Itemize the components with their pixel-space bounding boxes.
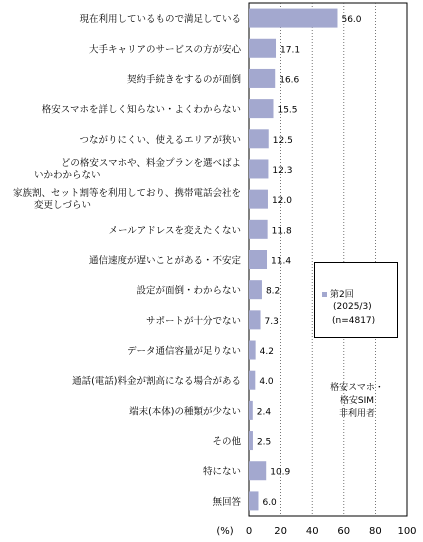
- x-tick-label: 80: [369, 526, 382, 537]
- bar: [249, 250, 267, 269]
- bar-value-label: 12.0: [271, 196, 293, 207]
- bar-value-label: 17.1: [280, 45, 301, 56]
- bar-value-label: 2.4: [256, 407, 272, 418]
- bar: [249, 431, 253, 450]
- bar: [249, 280, 262, 299]
- bar-value-label: 11.4: [271, 256, 292, 267]
- bar-value-label: 11.8: [271, 226, 292, 237]
- legend-series-round: 第2回: [330, 290, 354, 300]
- bar: [249, 190, 268, 209]
- bar-value-label: 12.5: [272, 135, 293, 146]
- bar-value-label: 16.6: [279, 75, 300, 86]
- bar-value-label: 6.0: [262, 497, 277, 508]
- note-line: 非利用者: [338, 409, 375, 419]
- category-label: 設定が面倒・わからない: [136, 285, 241, 297]
- bar: [249, 491, 258, 510]
- bar: [249, 310, 261, 329]
- bar: [249, 371, 255, 390]
- bar: [249, 341, 256, 360]
- category-label: どの格安スマホや、料金プランを選べばよいかわからない: [34, 157, 241, 181]
- note-line: 格安スマホ・: [330, 383, 384, 393]
- category-label: サポートが十分でない: [145, 315, 241, 327]
- bar: [249, 39, 276, 58]
- category-label: 通話(電話)料金が割高になる場合がある: [72, 376, 241, 388]
- legend: [314, 262, 398, 338]
- bar-value-label: 56.0: [341, 15, 362, 26]
- bar: [249, 99, 273, 118]
- x-tick-label: 40: [305, 526, 319, 537]
- category-label: 現在利用しているもので満足している: [79, 14, 241, 26]
- bar: [249, 461, 266, 480]
- x-tick-label: 0: [245, 526, 253, 537]
- x-tick-label: 60: [337, 526, 351, 537]
- bar-value-label: 12.3: [272, 165, 293, 176]
- category-label: 特にない: [202, 466, 241, 478]
- category-label: 家族割、セット割等を利用しており、携帯電話会社を変更しづらい: [12, 188, 241, 212]
- bar-value-label: 2.5: [256, 437, 272, 448]
- x-tick-label: 20: [274, 526, 287, 537]
- bar: [249, 129, 269, 148]
- bar: [249, 69, 275, 88]
- bar-value-label: 4.2: [259, 347, 274, 358]
- note-line: 格安SIM: [339, 396, 375, 406]
- bar: [249, 220, 268, 239]
- legend-series-date: (2025/3): [333, 302, 372, 312]
- bar: [249, 9, 337, 28]
- x-axis-label: (%): [216, 526, 234, 537]
- category-label: メールアドレスを変えたくない: [108, 225, 241, 237]
- bar: [249, 401, 253, 420]
- x-tick-label: 100: [397, 526, 417, 537]
- bar-value-label: 4.0: [259, 377, 274, 388]
- category-label: データ通信容量が足りない: [126, 346, 241, 358]
- category-label: その他: [212, 436, 241, 448]
- respondent-note: [315, 382, 399, 421]
- category-label: 無回答: [212, 496, 241, 508]
- bar-value-label: 10.9: [270, 467, 291, 478]
- category-label: つながりにくい、使えるエリアが狭い: [79, 134, 241, 146]
- legend-series-sample-size: (n=4817): [332, 316, 376, 326]
- bar-value-label: 7.3: [264, 316, 279, 327]
- bar-value-label: 8.2: [265, 286, 281, 297]
- category-label: 格安スマホを詳しく知らない・よくわからない: [41, 104, 241, 116]
- legend-swatch: [322, 292, 327, 297]
- bar: [249, 159, 268, 178]
- category-label: 端末(本体)の種類が少ない: [129, 406, 241, 418]
- category-label: 通信速度が遅いことがある・不安定: [88, 255, 241, 267]
- category-label: 契約手続きをするのが面倒: [126, 74, 241, 86]
- bar-value-label: 15.5: [277, 105, 298, 116]
- category-label: 大手キャリアのサービスの方が安心: [88, 44, 241, 56]
